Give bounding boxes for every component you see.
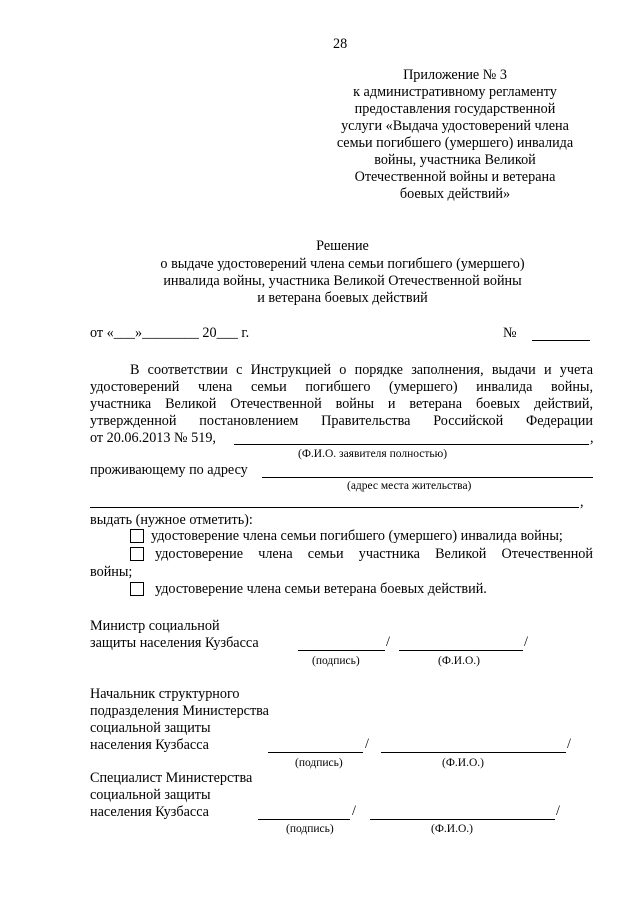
caption-applicant: (Ф.И.О. заявителя полностью) [298, 448, 448, 460]
page-number: 28 [333, 36, 348, 52]
name-line [381, 752, 566, 753]
issue-label: выдать (нужное отметить): [90, 512, 253, 528]
appendix-line: Приложение № 3 [403, 67, 507, 83]
body-line: В соответствии с Инструкцией о порядке заполнения, выдачи и учета [130, 362, 593, 378]
checkbox-option-2[interactable] [130, 547, 144, 561]
body-line: от 20.06.2013 № 519, [90, 430, 216, 446]
applicant-name-line [234, 444, 589, 445]
name-line [399, 650, 523, 651]
title-line: инвалида войны, участника Великой Отечественной войны [163, 273, 522, 289]
date-field: от «___»________ 20___ г. [90, 325, 250, 341]
option-2-label: удостоверение члена семьи участника Великой Отечественной [155, 546, 593, 562]
signer-title: Начальник структурного [90, 686, 240, 702]
appendix-line: боевых действий» [399, 186, 511, 202]
slash: / [567, 736, 571, 752]
signer-title: социальной защиты [90, 720, 211, 736]
number-label: № [503, 325, 517, 341]
slash: / [365, 736, 369, 752]
appendix-line: предоставления государственной [354, 101, 556, 117]
signature-caption: (подпись) [295, 757, 343, 769]
slash: / [386, 634, 390, 650]
appendix-line: к административному регламенту [353, 84, 557, 100]
appendix-line: семьи погибшего (умершего) инвалида [336, 135, 574, 151]
signer-title: Министр социальной [90, 618, 220, 634]
comma: , [580, 494, 584, 510]
signature-caption: (подпись) [286, 823, 334, 835]
appendix-line: Отечественной войны и ветерана [354, 169, 556, 185]
signature-line [298, 650, 385, 651]
signature-line [268, 752, 363, 753]
signer-title: защиты населения Кузбасса [90, 635, 259, 651]
comma: , [590, 430, 594, 446]
signature-line [258, 819, 350, 820]
body-line: удостоверений члена семьи погибшего (умершего) инвалида войны, [90, 379, 593, 395]
slash: / [524, 634, 528, 650]
caption-address: (адрес места жительства) [347, 480, 472, 492]
signature-caption: (подпись) [312, 655, 360, 667]
address-line-2 [90, 507, 579, 508]
option-3-label: удостоверение члена семьи ветерана боевых действий. [155, 581, 487, 597]
number-line [532, 340, 590, 341]
signer-title: населения Кузбасса [90, 737, 209, 753]
name-caption: (Ф.И.О.) [442, 757, 484, 769]
checkbox-option-1[interactable] [130, 529, 144, 543]
slash: / [556, 803, 560, 819]
body-line: утвержденной постановлением Правительства Российской Федерации [90, 413, 593, 429]
address-line [262, 477, 593, 478]
body-line: участника Великой Отечественной войны и ветерана боевых действий, [90, 396, 593, 412]
title-line: и ветерана боевых действий [257, 290, 428, 306]
signer-title: населения Кузбасса [90, 804, 209, 820]
residing-label: проживающему по адресу [90, 462, 248, 478]
name-caption: (Ф.И.О.) [438, 655, 480, 667]
name-caption: (Ф.И.О.) [431, 823, 473, 835]
appendix-line: услуги «Выдача удостоверений члена [341, 118, 569, 134]
name-line [370, 819, 555, 820]
option-2-label-cont: войны; [90, 564, 133, 580]
title-line: о выдаче удостоверений члена семьи погибшего (умершего) [160, 256, 525, 272]
signer-title: Специалист Министерства [90, 770, 253, 786]
signer-title: подразделения Министерства [90, 703, 269, 719]
checkbox-option-3[interactable] [130, 582, 144, 596]
signer-title: социальной защиты [90, 787, 211, 803]
title-line: Решение [316, 238, 369, 254]
slash: / [352, 803, 356, 819]
option-1-label: удостоверение члена семьи погибшего (умершего) инвалида войны; [151, 528, 563, 544]
appendix-line: войны, участника Великой [374, 152, 536, 168]
